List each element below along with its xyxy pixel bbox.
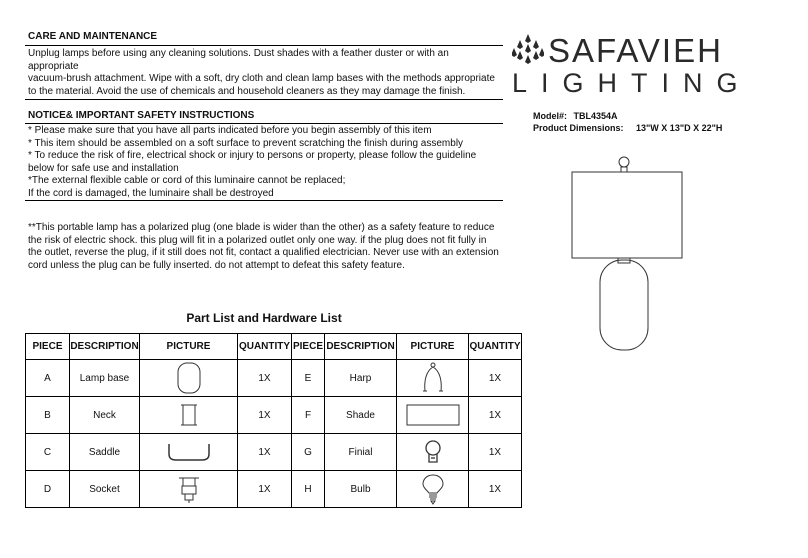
safety-text <box>28 125 504 200</box>
quantity-cell: 1X <box>238 434 292 471</box>
description-cell: Harp <box>325 360 397 397</box>
piece-cell: A <box>26 360 70 397</box>
lamp-illustration <box>560 150 710 360</box>
brand-logo <box>512 32 752 102</box>
care-line: vacuum-brush attachment. Wipe with a soft, dry cloth and clean lamp bases with the methods appropriate <box>28 73 495 84</box>
care-line: to the material. Avoid the use of chemicals and household cleaners as they may damage the finish. <box>28 85 466 97</box>
saddle-icon <box>166 440 212 464</box>
header-cell: DESCRIPTION <box>70 334 140 360</box>
piece-cell: B <box>26 397 70 434</box>
care-text <box>28 48 504 98</box>
care-line: appropriate <box>28 60 79 72</box>
header-cell: QUANTITY <box>238 334 292 360</box>
header-cell: PICTURE <box>140 334 238 360</box>
quantity-cell: 1X <box>238 397 292 434</box>
finial-icon <box>421 437 445 467</box>
model-line <box>533 111 618 121</box>
dimensions-label: Product Dimensions: <box>533 123 624 133</box>
safety-line: *The external flexible cable or cord of this luminaire cannot be replaced; <box>28 175 346 186</box>
description-cell: Bulb <box>325 471 397 508</box>
description-cell: Saddle <box>70 434 140 471</box>
piece-cell: H <box>292 471 325 508</box>
picture-cell <box>397 360 469 397</box>
table-row <box>26 434 522 471</box>
shade-icon <box>405 401 461 429</box>
description-cell: Shade <box>325 397 397 434</box>
plug-text <box>28 222 504 272</box>
description-cell: Finial <box>325 434 397 471</box>
brand-name: SAFAVIEH <box>548 32 723 69</box>
finial-shape <box>619 157 629 167</box>
description-cell: Neck <box>70 397 140 434</box>
description-cell: Socket <box>70 471 140 508</box>
brand-subtitle: LIGHTING <box>512 68 752 98</box>
care-heading: CARE AND MAINTENANCE <box>28 31 158 42</box>
header-cell: PIECE <box>292 334 325 360</box>
bulb-icon <box>421 473 445 505</box>
socket-icon <box>174 473 204 505</box>
description-cell: Lamp base <box>70 360 140 397</box>
quantity-cell: 1X <box>238 360 292 397</box>
brand-emblem-icon <box>512 34 544 64</box>
header-cell: PICTURE <box>397 334 469 360</box>
harp-icon <box>418 361 448 395</box>
model-value: TBL4354A <box>573 111 618 121</box>
safety-line: * Please make sure that you have all parts indicated before you begin assembly of this item <box>28 125 432 136</box>
safety-line: If the cord is damaged, the luminaire shall be destroyed <box>28 187 274 199</box>
piece-cell: D <box>26 471 70 508</box>
picture-cell <box>140 471 238 508</box>
parts-table <box>25 333 522 508</box>
piece-cell: G <box>292 434 325 471</box>
lamp-base-icon <box>174 361 204 395</box>
picture-cell <box>397 471 469 508</box>
piece-cell: C <box>26 434 70 471</box>
model-label: Model#: <box>533 111 568 121</box>
care-line: Unplug lamps before using any cleaning solutions. Dust shades with a feather duster or with an <box>28 48 449 59</box>
safety-line: below for safe use and installation <box>28 162 179 174</box>
plug-line: cord unless the plug can be fully inserted. do not attempt to defeat this safety feature. <box>28 259 405 271</box>
table-row <box>26 360 522 397</box>
finial-stem <box>621 167 627 172</box>
quantity-cell: 1X <box>469 397 522 434</box>
care-divider <box>25 45 503 46</box>
header-cell: DESCRIPTION <box>325 334 397 360</box>
picture-cell <box>397 397 469 434</box>
quantity-cell: 1X <box>469 434 522 471</box>
dimensions-line <box>533 123 722 133</box>
safety-divider <box>25 123 503 124</box>
shade-shape <box>572 172 682 258</box>
dimensions-value: 13"W X 13"D X 22"H <box>636 123 723 133</box>
plug-line: the outlet, reverse the plug, if it still does not fit, contact a qualified electrician. Never use with an extension <box>28 247 499 258</box>
quantity-cell: 1X <box>238 471 292 508</box>
header-cell: PIECE <box>26 334 70 360</box>
picture-cell <box>140 360 238 397</box>
safety-bottom-divider <box>25 200 503 201</box>
care-bottom-divider <box>25 99 503 100</box>
piece-cell: F <box>292 397 325 434</box>
safety-line: * This item should be assembled on a soft surface to prevent scratching the finish during assembly <box>28 137 464 149</box>
picture-cell <box>140 434 238 471</box>
parts-title: Part List and Hardware List <box>186 311 342 325</box>
plug-line: the risk of electric shock. this plug will fit in a polarized outlet only one way. if the plug does not fit fully in <box>28 234 487 246</box>
picture-cell <box>140 397 238 434</box>
header-cell: QUANTITY <box>469 334 522 360</box>
quantity-cell: 1X <box>469 360 522 397</box>
table-row <box>26 397 522 434</box>
safety-line: * To reduce the risk of fire, electrical shock or injury to persons or property, please follow the guideline <box>28 150 477 161</box>
safety-heading: NOTICE& IMPORTANT SAFETY INSTRUCTIONS <box>28 110 255 121</box>
table-row <box>26 471 522 508</box>
piece-cell: E <box>292 360 325 397</box>
picture-cell <box>397 434 469 471</box>
plug-line: **This portable lamp has a polarized plug (one blade is wider than the other) as a safety feature to reduce <box>28 222 495 233</box>
neck-icon <box>174 400 204 430</box>
base-shape <box>600 260 648 350</box>
quantity-cell: 1X <box>469 471 522 508</box>
table-header-row <box>26 334 522 360</box>
